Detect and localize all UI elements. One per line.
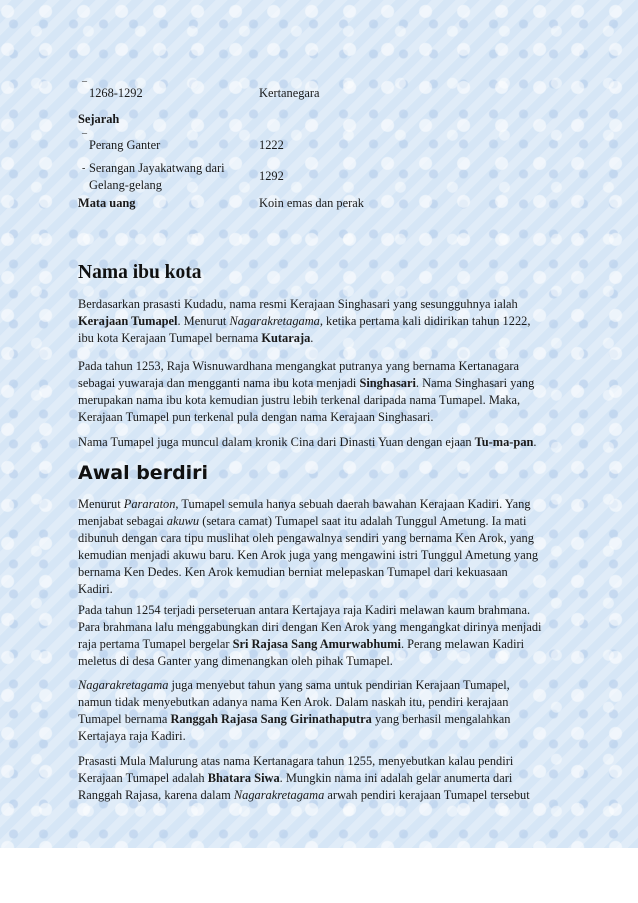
text-line: Prasasti Mula Malurung atas nama Kertanagara tahun 1255, menyebutkan kalau pendiri: [78, 754, 514, 768]
text-line: Kerajaan Tumapel adalah: [78, 771, 208, 785]
text-line: Berdasarkan prasasti Kudadu, nama resmi Kerajaan Singhasari yang sesungguhnya ialah: [78, 297, 518, 311]
text-line: (setara camat) Tumapel saat itu adalah Tunggul Ametung. Ia mati: [199, 514, 527, 528]
text-line: Kertajaya raja Kadiri.: [78, 729, 186, 743]
period-value: Kertanegara: [259, 86, 320, 100]
text-line: bernama Ken Dedes. Ken Arok kemudian berniat melepaskan Tumapel dari kekuasaan: [78, 565, 508, 579]
text-line: Menurut: [78, 497, 124, 511]
text-line: namun tidak menyebutkan adanya nama Ken Arok. Dalam naskah itu, pendiri kerajaan: [78, 695, 509, 709]
text-bold: Bhatara Siwa: [207, 771, 280, 785]
paragraph-capital-1: [78, 296, 568, 347]
text-line: arwah pendiri kerajaan Tumapel tersebut: [324, 788, 530, 802]
text-line: . Perang melawan Kadiri: [400, 637, 525, 651]
paragraph-capital-3: [78, 434, 568, 451]
heading-origin: Awal berdiri: [78, 462, 209, 484]
text-line: .: [310, 331, 314, 345]
ganter-value: 1222: [259, 138, 284, 152]
text-line: kemudian menjadi akuwu baru. Ken Arok juga yang mengawini istri Tunggul Ametung yang: [78, 548, 539, 562]
text-italic: akuwu: [166, 514, 200, 528]
paragraph-origin-2: [78, 602, 568, 670]
text-line: Para brahmana lalu menggabungkan diri dengan Ken Arok yang mengangkat dirinya menjadi: [78, 620, 542, 634]
bullet-icon: ¯: [82, 81, 87, 92]
paragraph-origin-3: [78, 677, 568, 745]
ganter-label: Perang Ganter: [89, 138, 161, 152]
bullet-icon: -: [82, 163, 86, 174]
text-line: Kerajaan Tumapel pun terkenal pula dengan nama Kerajaan Singhasari.: [78, 410, 434, 424]
history-heading: Sejarah: [78, 112, 120, 126]
serangan-value: 1292: [259, 169, 284, 183]
text-line: , ketika pertama kali didirikan tahun 1222,: [319, 314, 531, 328]
currency-label: Mata uang: [78, 196, 136, 210]
serangan-label-line2: Gelang-gelang: [89, 178, 162, 192]
currency-value: Koin emas dan perak: [259, 196, 364, 210]
text-line: dibunuh dengan cara tipu muslihat oleh pengawalnya sendiri yang bernama Ken Arok, yang: [78, 531, 534, 545]
text-line: .: [533, 435, 537, 449]
period-label: 1268-1292: [89, 86, 143, 100]
text-line: ibu kota Kerajaan Tumapel bernama: [78, 331, 262, 345]
text-line: Tumapel bernama: [78, 712, 171, 726]
text-line: . Nama Singhasari yang: [415, 376, 535, 390]
text-line: merupakan nama ibu kota kemudian justru lebih terkenal daripada nama Tumapel. Maka,: [78, 393, 521, 407]
text-line: meletus di desa Ganter yang dimenangkan oleh pihak Tumapel.: [78, 654, 393, 668]
text-bold: Sri Rajasa Sang Amurwabhumi: [232, 637, 401, 651]
text-italic: Nagarakretagama: [78, 678, 169, 692]
text-bold: Ranggah Rajasa Sang Girinathaputra: [170, 712, 372, 726]
paragraph-capital-2: [78, 358, 568, 426]
text-bold: Kutaraja: [261, 331, 311, 345]
text-bold: Kerajaan Tumapel: [78, 314, 178, 328]
text-italic: Nagarakretagama: [229, 314, 320, 328]
text-line: . Menurut: [177, 314, 230, 328]
text-line: Nama Tumapel juga muncul dalam kronik Cina dari Dinasti Yuan dengan ejaan: [78, 435, 475, 449]
serangan-label: [78, 160, 225, 194]
paragraph-origin-4: [78, 753, 568, 804]
text-line: yang berhasil mengalahkan: [371, 712, 511, 726]
paragraph-origin-1: [78, 496, 568, 598]
text-line: sebagai yuwaraja dan mengganti nama ibu kota menjadi: [78, 376, 360, 390]
text-line: , Tumapel semula hanya sebuah daerah bawahan Kerajaan Kadiri. Yang: [175, 497, 531, 511]
text-line: juga menyebut tahun yang sama untuk pendirian Kerajaan Tumapel,: [168, 678, 510, 692]
text-line: Pada tahun 1254 terjadi perseteruan antara Kertajaya raja Kadiri melawan kaum brahmana.: [78, 603, 531, 617]
text-line: Kadiri.: [78, 582, 113, 596]
text-line: raja pertama Tumapel bergelar: [78, 637, 233, 651]
text-bold: Tu-ma-pan: [474, 435, 534, 449]
text-bold: Singhasari: [359, 376, 416, 390]
serangan-label-line1: Serangan Jayakatwang dari: [89, 161, 225, 175]
text-italic: Pararaton: [123, 497, 176, 511]
text-line: . Mungkin nama ini adalah gelar anumerta dari: [279, 771, 513, 785]
text-italic: Nagarakretagama: [233, 788, 325, 802]
text-line: Ranggah Rajasa, karena dalam: [78, 788, 234, 802]
bullet-icon: ¯: [82, 133, 87, 144]
text-line: menjabat sebagai: [78, 514, 167, 528]
text-line: Pada tahun 1253, Raja Wisnuwardhana mengangkat putranya yang bernama Kertanagara: [78, 359, 520, 373]
heading-capital: Nama ibu kota: [78, 262, 202, 283]
